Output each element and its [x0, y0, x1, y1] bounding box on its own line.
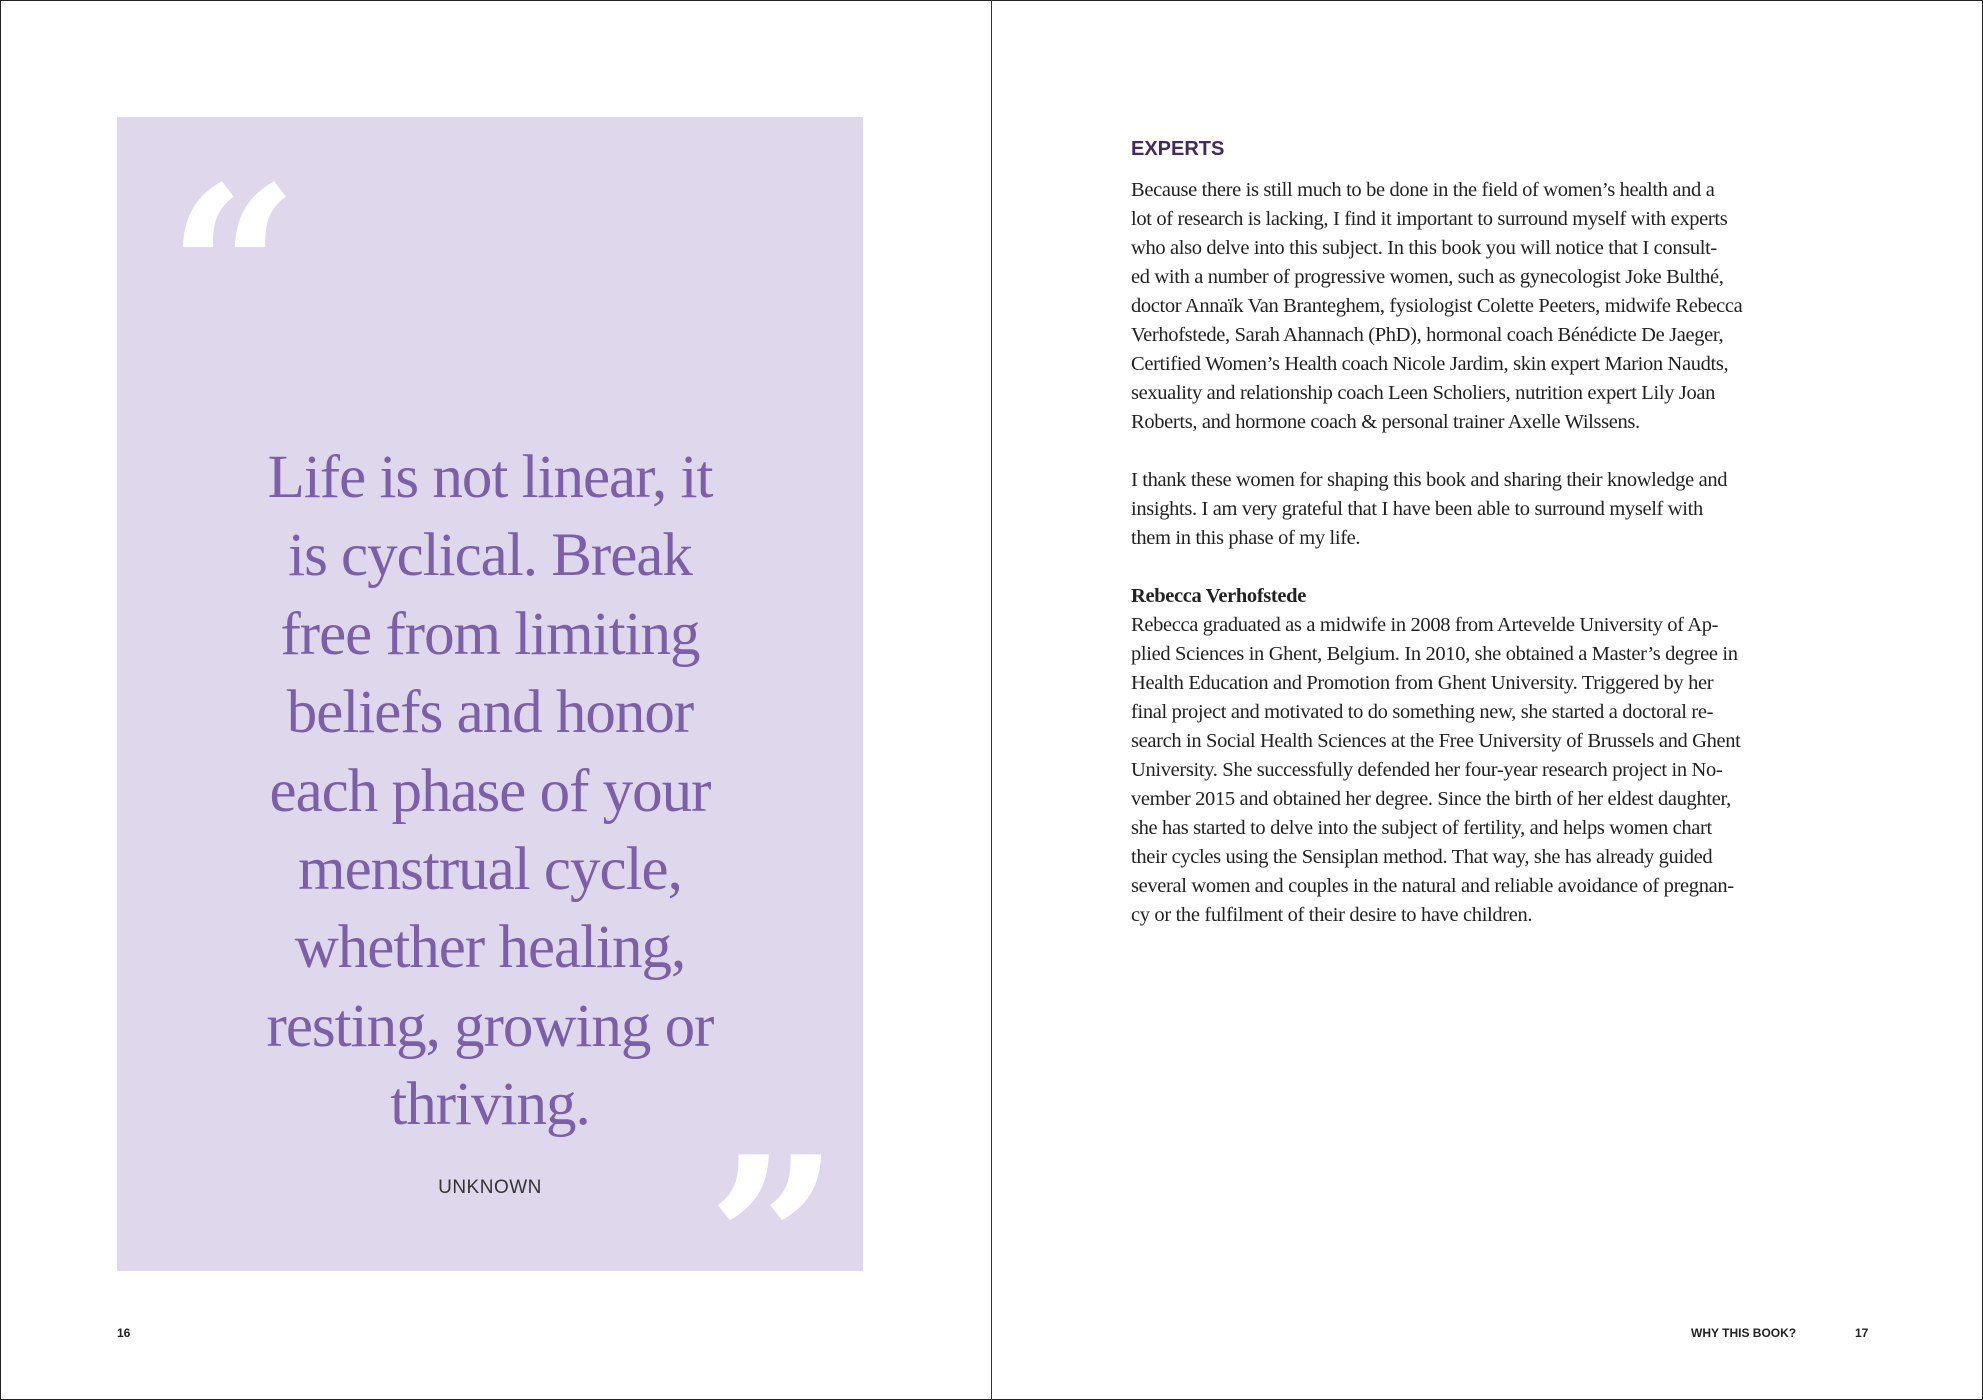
text-line: who also delve into this subject. In this book you will notice that I consult- — [1131, 237, 1717, 259]
text-line: them in this phase of my life. — [1131, 527, 1361, 549]
text-line: Health Education and Promotion from Ghent University. Triggered by her — [1131, 672, 1714, 694]
text-line: Roberts, and hormone coach & personal trainer Axelle Wilssens. — [1131, 411, 1640, 433]
expert-name-heading: Rebecca Verhofstede — [1131, 585, 1306, 607]
page-number-left: 16 — [117, 1326, 131, 1340]
text-line: I thank these women for shaping this book and sharing their knowledge and — [1131, 469, 1728, 491]
quote-line: Life is not linear, it — [267, 444, 713, 511]
text-line: Verhofstede, Sarah Ahannach (PhD), hormonal coach Bénédicte De Jaeger, — [1131, 324, 1724, 346]
quote-text — [117, 439, 863, 1145]
section-heading: EXPERTS — [1131, 138, 1225, 160]
quote-line: resting, growing or — [266, 992, 714, 1060]
quote-line: beliefs and honor — [286, 679, 694, 747]
quote-line: is cyclical. Break — [288, 522, 692, 590]
quote-line: whether healing, — [294, 914, 686, 982]
text-line: Certified Women’s Health coach Nicole Jardim, skin expert Marion Naudts, — [1131, 353, 1729, 375]
text-line: their cycles using the Sensiplan method. That way, she has already guided — [1131, 846, 1713, 868]
quote-line: thriving. — [390, 1071, 590, 1139]
text-line: insights. I am very grateful that I have been able to surround myself with — [1131, 498, 1703, 520]
text-line: University. She successfully defended her four-year research project in No- — [1131, 759, 1723, 781]
running-head: WHY THIS BOOK? — [1691, 1326, 1797, 1340]
paragraph-intro — [1131, 176, 1871, 437]
paragraph-thanks — [1131, 466, 1871, 553]
close-quote-icon: ” — [707, 1107, 840, 1377]
open-quote-icon: “ — [167, 137, 300, 407]
text-line: doctor Annaïk Van Branteghem, fysiologist Colette Peeters, midwife Rebecca — [1131, 295, 1743, 317]
book-spine-divider — [991, 0, 992, 1400]
quote-line: each phase of your — [269, 757, 711, 825]
text-line: she has started to delve into the subject of fertility, and helps women chart — [1131, 817, 1712, 839]
text-column — [1131, 136, 1871, 959]
text-line: cy or the fulfilment of their desire to have children. — [1131, 904, 1533, 926]
text-line: search in Social Health Sciences at the Free University of Brussels and Ghent — [1131, 730, 1741, 752]
text-line: Because there is still much to be done in the field of women’s health and a — [1131, 179, 1715, 201]
text-line: Rebecca graduated as a midwife in 2008 from Artevelde University of Ap- — [1131, 614, 1719, 636]
text-line: sexuality and relationship coach Leen Scholiers, nutrition expert Lily Joan — [1131, 382, 1716, 404]
text-line: lot of research is lacking, I find it important to surround myself with experts — [1131, 208, 1728, 230]
text-line: final project and motivated to do something new, she started a doctoral re- — [1131, 701, 1714, 723]
text-line: ed with a number of progressive women, such as gynecologist Joke Bulthé, — [1131, 266, 1724, 288]
page-number-right: 17 — [1855, 1326, 1869, 1340]
text-line: plied Sciences in Ghent, Belgium. In 2010, she obtained a Master’s degree in — [1131, 643, 1738, 665]
text-line: vember 2015 and obtained her degree. Since the birth of her eldest daughter, — [1131, 788, 1731, 810]
quote-line: menstrual cycle, — [298, 836, 682, 904]
text-line: several women and couples in the natural and reliable avoidance of pregnan- — [1131, 875, 1734, 897]
quote-line: free from limiting — [280, 600, 700, 668]
quote-author: UNKNOWN — [438, 1177, 542, 1198]
paragraph-bio — [1131, 611, 1871, 930]
